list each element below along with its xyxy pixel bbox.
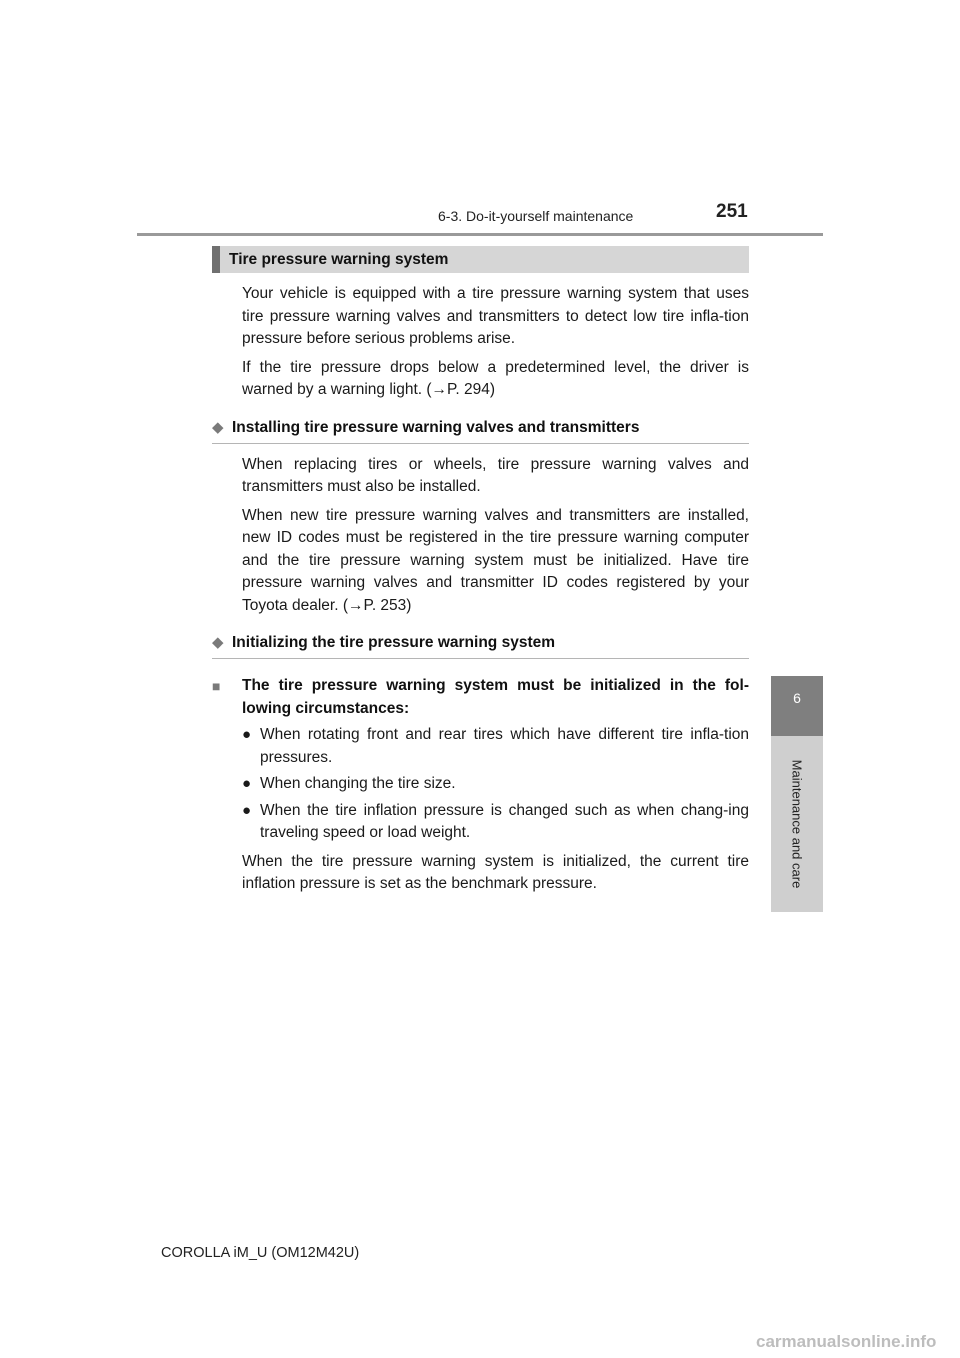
square-bullet-icon: ■ [212,678,221,694]
list-item [242,724,749,769]
chapter-tab-label[interactable] [771,736,823,912]
watermark: carmanualsonline.info [756,1332,937,1351]
chapter-tab-number[interactable]: 6 [771,676,823,736]
subsection-title-initializing: Initializing the tire pressure warning system [232,634,556,651]
chapter-tab-label-text: Maintenance and care [789,759,805,889]
footer-model: COROLLA iM_U (OM12M42U) [161,1245,360,1261]
intro-paragraph-2: If the tire pressure drops below a predetermined level, the driver is warned by a warning light. (→P. 294) [242,358,749,398]
round-bullet-icon: ● [242,801,252,819]
header-divider [137,233,823,236]
closing-paragraph: When the tire pressure warning system is initialized, the current tire inflation pressure is set as the benchmark pressure. [242,852,749,892]
page-number: 251 [716,201,748,222]
round-bullet-icon: ● [242,775,252,792]
main-content [212,246,749,896]
intro-paragraph-1: Your vehicle is equipped with a tire pressure warning system that uses tire pressure warning valves and transmitters to detect low tire infla-tion pressure before serious problems arise. [242,285,749,347]
list-item [242,773,749,796]
block-heading-text: The tire pressure warning system must be initialized in the fol-lowing circumstances: [242,677,749,717]
block-heading [212,675,749,720]
header-section-title: 6-3. Do-it-yourself maintenance [438,208,634,224]
subsection-heading-initializing [212,633,749,659]
subsection-title-installing: Installing tire pressure warning valves and transmitters [232,418,640,436]
installing-paragraph-1: When replacing tires or wheels, tire pressure warning valves and transmitters must also be installed. [242,455,749,495]
list-item-text: When changing the tire size. [260,775,456,792]
diamond-bullet-icon: ◆ [212,418,224,436]
round-bullet-icon: ● [242,726,252,743]
installing-paragraph-2: When new tire pressure warning valves and transmitters are installed, new ID codes must be registered in the tire pressure warning computer and the tire pressure warning system must be initialized. Have tire pressure warning valves and transmitter ID codes registered by your Toyota dealer. (→P. 253) [242,506,749,614]
section-title: Tire pressure warning system [212,246,749,273]
subsection-heading-installing [212,418,749,444]
list-item [242,800,749,845]
list-item-text: When the tire inflation pressure is changed such as when chang-ing traveling speed or load weight. [260,801,749,841]
diamond-bullet-icon: ◆ [212,634,224,651]
list-item-text: When rotating front and rear tires which have different tire infla-tion pressures. [260,726,749,766]
